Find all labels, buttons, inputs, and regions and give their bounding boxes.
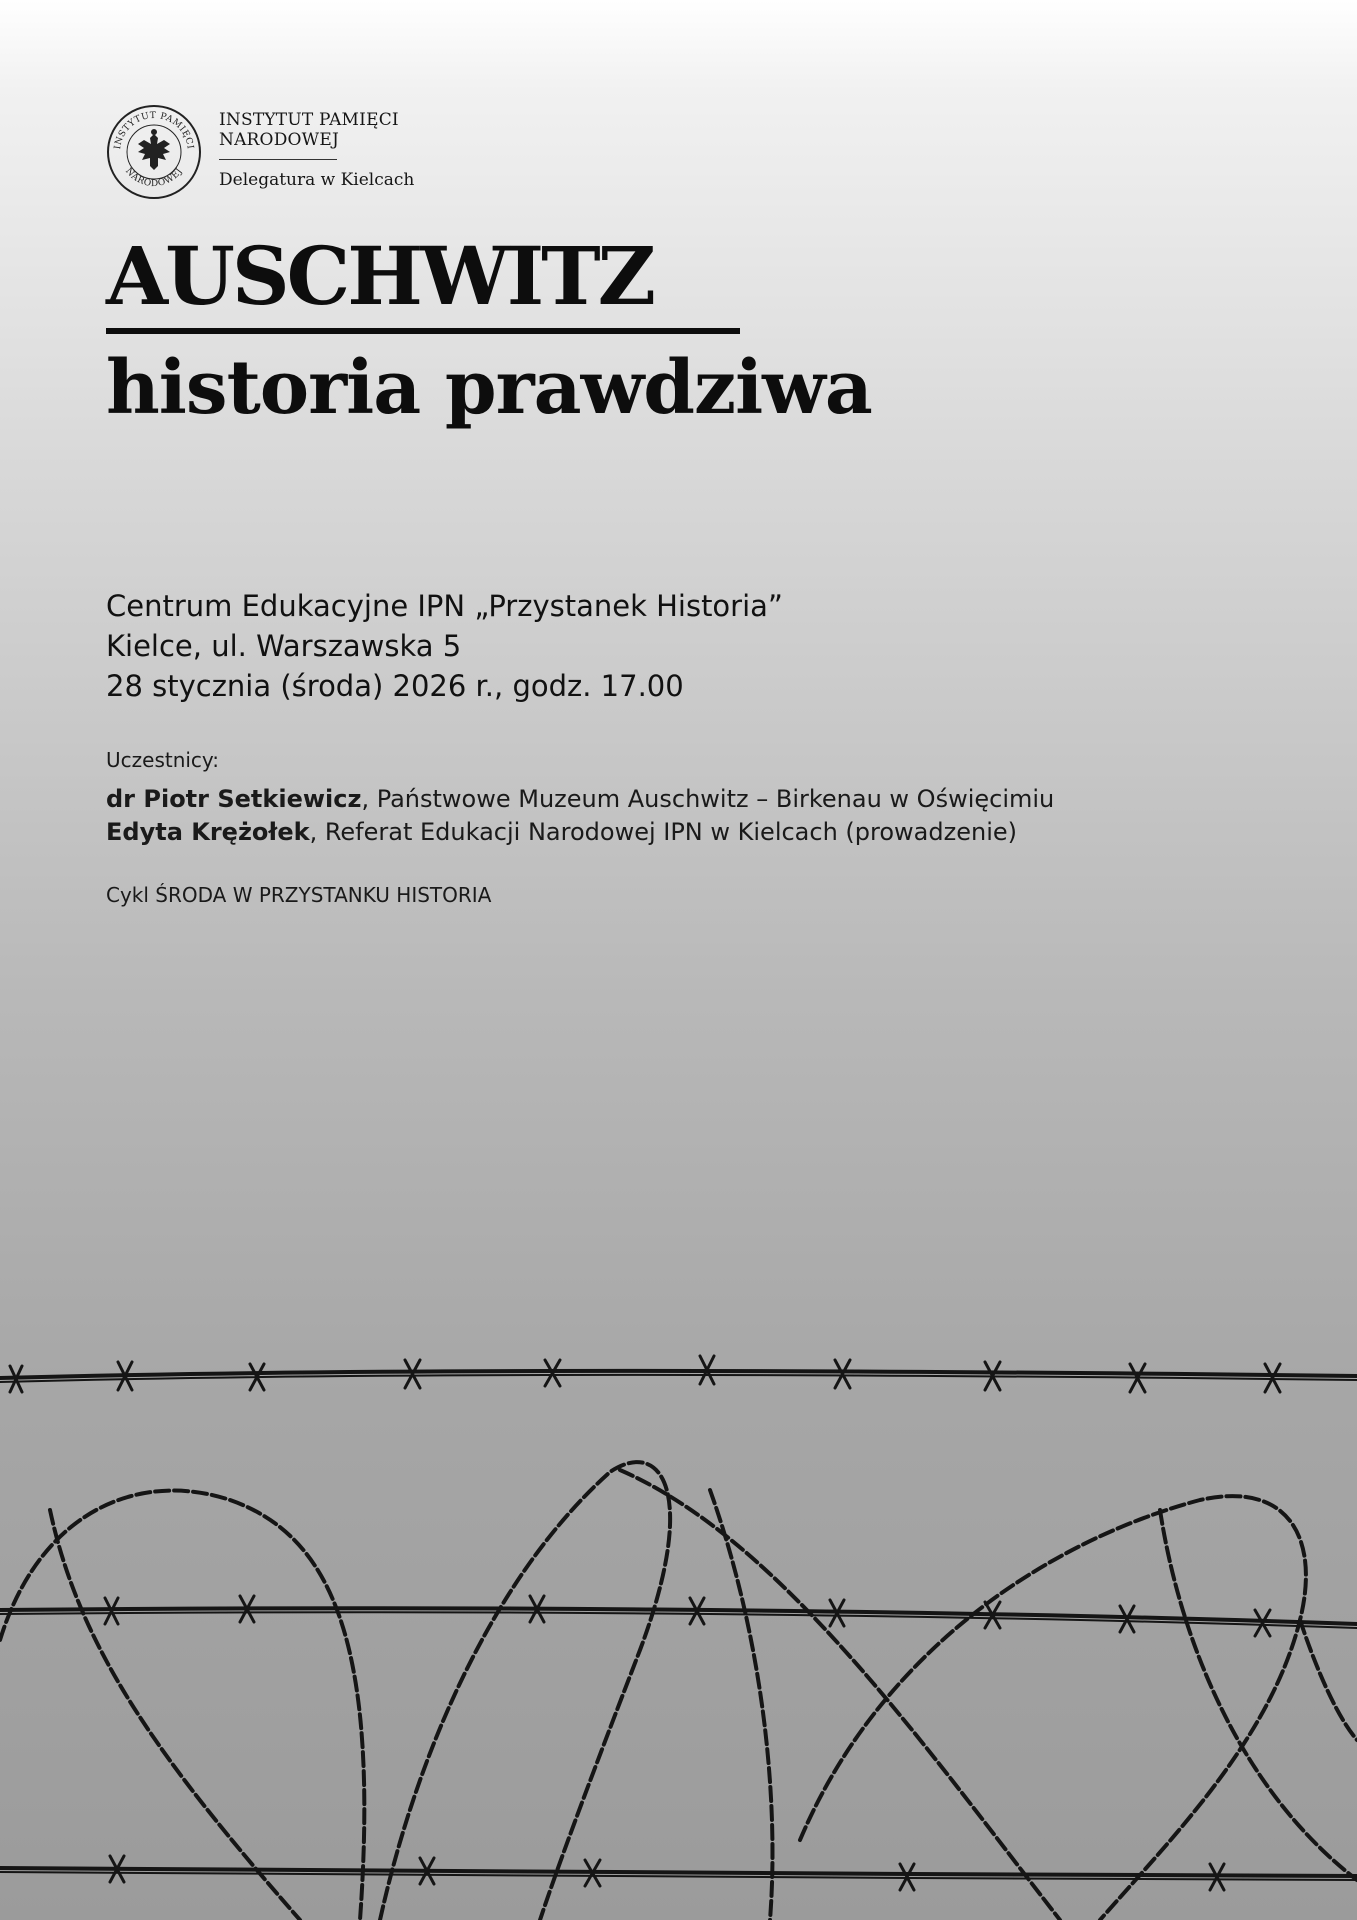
ipn-seal-logo [106,104,202,200]
event-datetime: 28 stycznia (środa) 2026 r., godz. 17.00 [106,669,684,703]
event-cycle: Cykl ŚRODA W PRZYSTANKU HISTORIA [106,883,492,907]
event-venue: Centrum Edukacyjne IPN „Przystanek Historia” [106,589,783,623]
participant-row [106,783,1054,816]
svg-text:NARODOWEJ: NARODOWEJ [123,166,185,190]
svg-text:INSTYTUT PAMIĘCI: INSTYTUT PAMIĘCI [113,110,195,150]
event-address: Kielce, ul. Warszawska 5 [106,629,462,663]
org-name-line1: INSTYTUT PAMIĘCI [219,110,399,130]
org-divider [219,159,337,160]
title-underline [106,328,740,334]
poster-title: AUSCHWITZ [106,229,654,323]
participant-name: dr Piotr Setkiewicz [106,785,362,813]
participants-block [106,745,1054,849]
organization-block [219,110,414,190]
org-branch: Delegatura w Kielcach [219,170,415,190]
eagle-icon [138,129,170,170]
event-details [106,586,783,706]
participant-name: Edyta Krężołek [106,818,310,846]
participant-role: , Państwowe Muzeum Auschwitz – Birkenau w Oświęcimiu [361,785,1055,813]
poster-subtitle: historia prawdziwa [106,345,872,431]
participants-label: Uczestnicy: [106,748,220,772]
participant-row [106,816,1054,849]
participant-role: , Referat Edukacji Narodowej IPN w Kielcach (prowadzenie) [309,818,1017,846]
org-name-line2: NARODOWEJ [219,130,339,150]
barbed-wire-illustration [0,1320,1357,1920]
